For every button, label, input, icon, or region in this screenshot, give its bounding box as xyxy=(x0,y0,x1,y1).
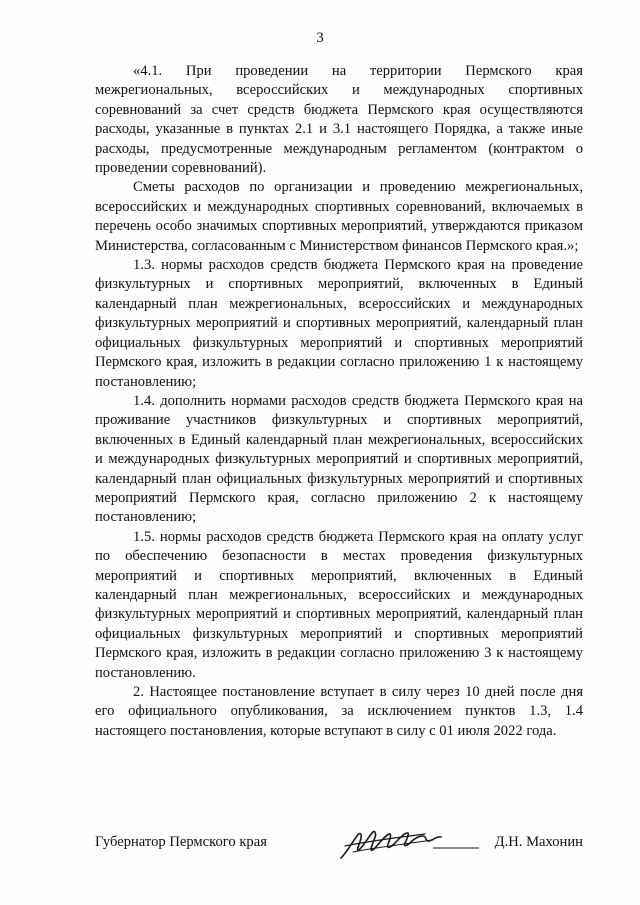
paragraph-1-4: 1.4. дополнить нормами расходов средств бюджета Пермского края на проживание участников физкультурных и спортивных мероприятий, включенных в Единый календарный план межрегиональных, всероссийских и международных физкультурных мероприятий и спортивных мероприятий, календарный план официальных физкультурных мероприятий и спортивных мероприятий Пермского края, согласно приложению 2 к настоящему постановлению; xyxy=(95,392,583,526)
document-body xyxy=(95,62,583,741)
handwritten-signature xyxy=(333,822,483,866)
signatory-name: Д.Н. Махонин xyxy=(494,834,583,850)
paragraph-1-5: 1.5. нормы расходов средств бюджета Пермского края на оплату услуг по обеспечению безопасности в местах проведения физкультурных мероприятий и спортивных мероприятий, включенных в Единый календарный план межрегиональных, всероссийских и международных физкультурных мероприятий и спортивных мероприятий, календарный план официальных физкультурных мероприятий и спортивных мероприятий Пермского края, изложить в редакции согласно приложению 3 к настоящему постановлению. xyxy=(95,528,583,681)
paragraph-estimates: Сметы расходов по организации и проведению межрегиональных, всероссийских и международных спортивных соревнований, включаемых в перечень особо значимых спортивных мероприятий, утверждаются приказом Министерства, согласованным с Министерством финансов Пермского края.»; xyxy=(95,179,583,254)
paragraph-2: 2. Настоящее постановление вступает в силу через 10 дней после дня его официального опубликования, за исключением пунктов 1.3, 1.4 настоящего постановления, которые вступают в силу с 01 июля 2022 года. xyxy=(95,684,583,739)
signature-block xyxy=(95,834,583,864)
signatory-title: Губернатор Пермского края xyxy=(95,834,267,850)
paragraph-4-1: «4.1. При проведении на территории Пермского края межрегиональных, всероссийских и международных спортивных соревнований за счет средств бюджета Пермского края осуществляются расходы, указанные в пунктах 2.1 и 3.1 настоящего Порядка, а также иные расходы, предусмотренные международным регламентом (контрактом о проведении соревнований). xyxy=(95,63,583,177)
page-number: 3 xyxy=(316,30,324,46)
paragraph-1-3: 1.3. нормы расходов средств бюджета Пермского края на проведение физкультурных и спортивных мероприятий, включенных в Единый календарный план межрегиональных, всероссийских и международных физкультурных мероприятий и спортивных мероприятий, календарный план официальных физкультурных мероприятий и спортивных мероприятий Пермского края, изложить в редакции согласно приложению 1 к настоящему постановлению; xyxy=(95,257,583,390)
